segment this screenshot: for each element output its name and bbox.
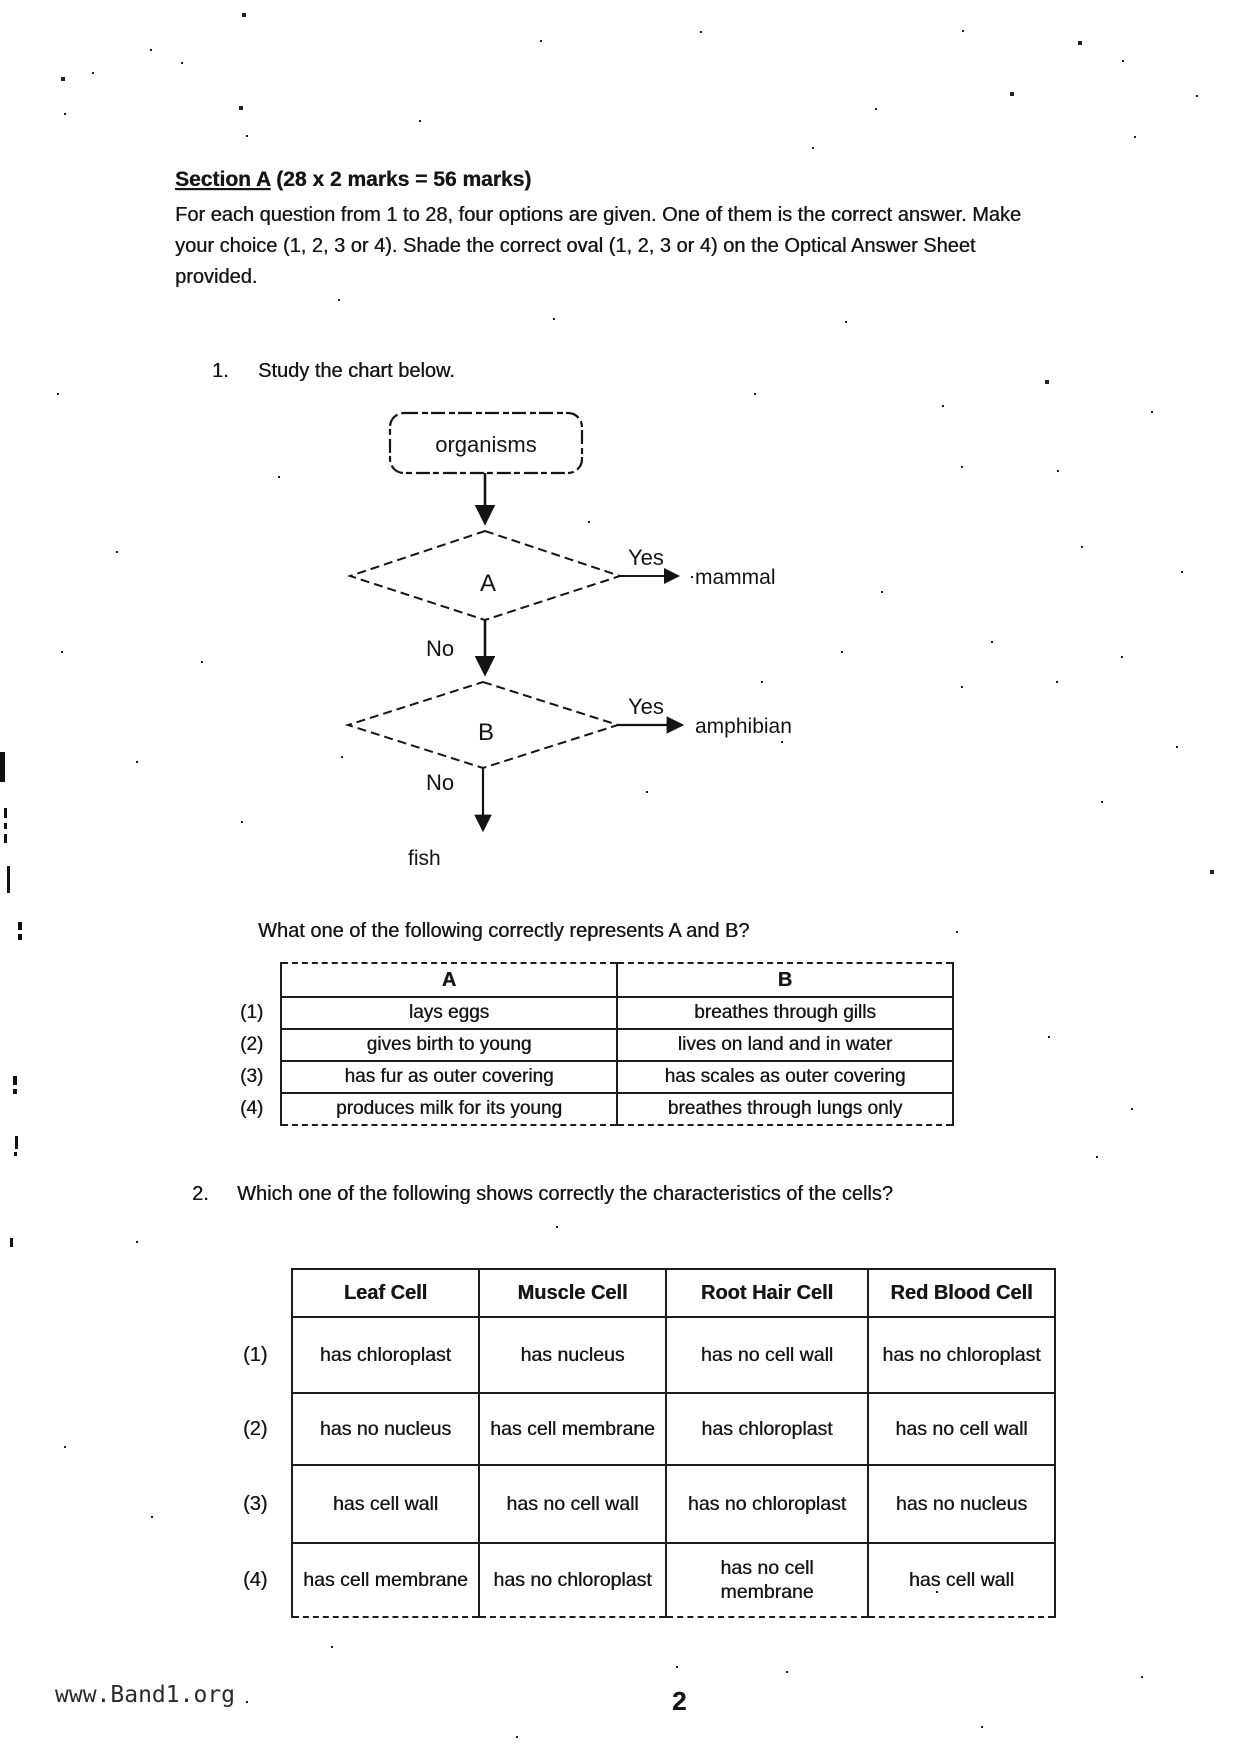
option-cell: produces milk for its young xyxy=(281,1093,617,1125)
outcome-mammal-label: mammal xyxy=(695,566,776,589)
option-cell: has fur as outer covering xyxy=(281,1061,617,1093)
q1-options-table-wrap xyxy=(238,962,954,1126)
q2-col-leaf-header: Leaf Cell xyxy=(292,1269,479,1317)
scan-artifact xyxy=(4,823,7,829)
q1-col-a-header: A xyxy=(281,963,617,997)
q1-number: 1. xyxy=(212,360,229,382)
option-cell: breathes through lungs only xyxy=(617,1093,953,1125)
q2-number: 2. xyxy=(192,1183,209,1205)
option-cell: has no cell membrane xyxy=(666,1543,868,1617)
option-cell: has no chloroplast xyxy=(868,1317,1055,1393)
section-instructions: For each question from 1 to 28, four options are given. One of them is the correct answer. Make your choice (1, 2, 3 or 4). Shade the correct oval (1, 2, 3 or 4) on the Optical Answer Sheet provided. xyxy=(175,204,1021,288)
start-node-label: organisms xyxy=(435,432,537,457)
option-cell: has no chloroplast xyxy=(479,1543,666,1617)
option-label: (1) xyxy=(240,1002,264,1023)
section-heading-underlined: Section A xyxy=(175,168,271,191)
option-cell: has cell membrane xyxy=(292,1543,479,1617)
no-a-label: No xyxy=(426,636,455,661)
option-cell: gives birth to young xyxy=(281,1029,617,1061)
option-label: (2) xyxy=(243,1417,268,1440)
option-cell: has no nucleus xyxy=(292,1393,479,1465)
scan-artifact xyxy=(18,934,22,940)
outcome-fish-label: fish xyxy=(408,847,441,870)
scan-artifact xyxy=(15,1136,18,1149)
option-label: (3) xyxy=(243,1492,268,1515)
q2-col-roothair-header: Root Hair Cell xyxy=(666,1269,868,1317)
option-cell: has no cell wall xyxy=(479,1465,666,1543)
scan-artifact xyxy=(13,1076,17,1085)
scan-artifact xyxy=(13,1089,17,1094)
flowchart-diagram xyxy=(300,360,800,880)
page-number: 2 xyxy=(672,1686,687,1716)
scan-artifact xyxy=(14,1152,17,1156)
option-cell: has scales as outer covering xyxy=(617,1061,953,1093)
scan-artifact xyxy=(0,752,5,782)
option-cell: has no cell wall xyxy=(868,1393,1055,1465)
section-heading-marks: (28 x 2 marks = 56 marks) xyxy=(270,168,532,191)
yes-b-label: Yes xyxy=(628,694,664,719)
option-label: (4) xyxy=(243,1568,268,1591)
option-cell: lays eggs xyxy=(281,997,617,1029)
option-cell: has chloroplast xyxy=(292,1317,479,1393)
table-row xyxy=(243,1465,1055,1543)
q1-prompt: Study the chart below. xyxy=(258,360,455,382)
row-label-spacer xyxy=(243,1269,292,1317)
q1-question: What one of the following correctly represents A and B? xyxy=(258,920,750,942)
decision-a-label: A xyxy=(479,570,497,597)
decision-b-label: B xyxy=(477,719,495,746)
q2-question: Which one of the following shows correctly the characteristics of the cells? xyxy=(237,1183,893,1205)
option-cell: has cell wall xyxy=(292,1465,479,1543)
table-row xyxy=(243,1543,1055,1617)
option-cell: has nucleus xyxy=(479,1317,666,1393)
table-row xyxy=(238,1093,953,1125)
outcome-amphibian-label: amphibian xyxy=(695,715,792,738)
table-row xyxy=(243,1269,1055,1317)
table-row xyxy=(238,1029,953,1061)
yes-a-label: Yes xyxy=(628,545,664,570)
scan-artifact xyxy=(10,1238,13,1247)
scan-artifact xyxy=(7,866,10,893)
section-heading xyxy=(175,168,531,192)
option-label: (1) xyxy=(243,1343,268,1366)
row-label-spacer xyxy=(238,963,281,997)
table-row xyxy=(238,1061,953,1093)
scan-noise-dots xyxy=(0,0,2,2)
option-cell: has no nucleus xyxy=(868,1465,1055,1543)
q2-options-table-wrap xyxy=(243,1268,1056,1618)
option-cell: breathes through gills xyxy=(617,997,953,1029)
option-cell: has no chloroplast xyxy=(666,1465,868,1543)
option-label: (2) xyxy=(240,1034,264,1055)
table-row xyxy=(243,1393,1055,1465)
option-cell: has cell wall xyxy=(868,1543,1055,1617)
no-b-label: No xyxy=(426,770,455,795)
option-cell: has cell membrane xyxy=(479,1393,666,1465)
option-cell: has chloroplast xyxy=(666,1393,868,1465)
q1-col-b-header: B xyxy=(617,963,953,997)
q2-col-muscle-header: Muscle Cell xyxy=(479,1269,666,1317)
q2-col-redblood-header: Red Blood Cell xyxy=(868,1269,1055,1317)
option-cell: has no cell wall xyxy=(666,1317,868,1393)
table-row xyxy=(238,997,953,1029)
option-cell: lives on land and in water xyxy=(617,1029,953,1061)
scan-artifact xyxy=(4,808,7,818)
footer-site-text: www.Band1.org xyxy=(55,1682,236,1708)
table-row xyxy=(238,963,953,997)
option-label: (4) xyxy=(240,1098,264,1119)
q2-options-table xyxy=(243,1268,1056,1618)
table-row xyxy=(243,1317,1055,1393)
scan-artifact xyxy=(4,834,7,843)
scan-artifact xyxy=(18,922,22,930)
option-label: (3) xyxy=(240,1066,264,1087)
q1-options-table xyxy=(238,962,954,1126)
